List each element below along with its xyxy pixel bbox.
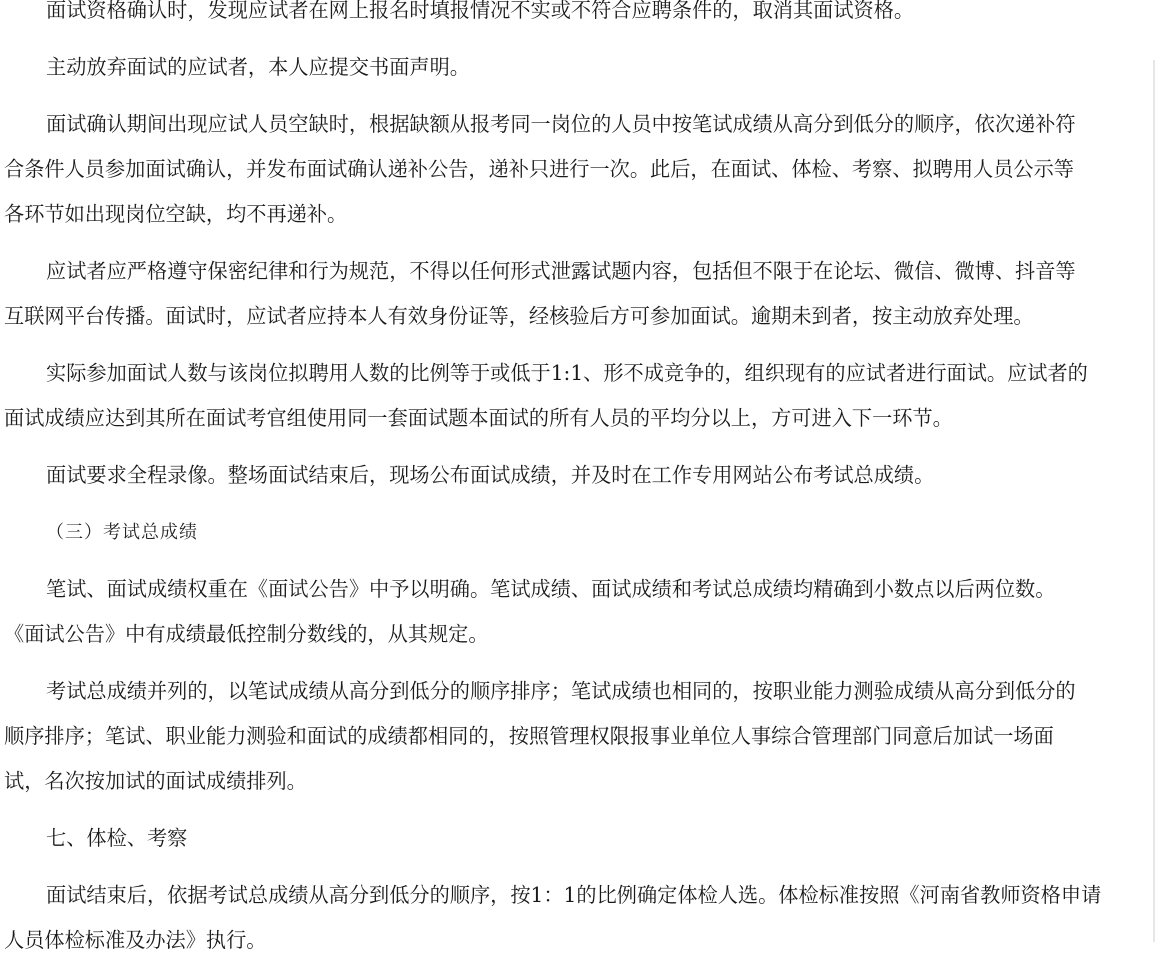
line: 面试结束后，依据考试总成绩从高分到低分的顺序，按1：1的比例确定体检人选。体检标准按照《河南省教师资格申请: [46, 883, 1102, 907]
line: 顺序排序；笔试、职业能力测验和面试的成绩都相同的，按照管理权限报事业单位人事综合管理部门同意后加试一场面: [4, 724, 1054, 748]
paragraph-4: [4, 249, 1142, 339]
line: 笔试、面试成绩权重在《面试公告》中予以明确。笔试成绩、面试成绩和考试总成绩均精确到小数点以后两位数。: [46, 577, 1056, 601]
paragraph-9: [4, 873, 1142, 963]
paragraph-3: [4, 102, 1142, 237]
line: 《面试公告》中有成绩最低控制分数线的，从其规定。: [4, 622, 489, 646]
paragraph-7: [4, 567, 1142, 657]
document-body: [4, 0, 1142, 963]
line: 七、体检、考察: [46, 826, 188, 850]
line: 面试成绩应达到其所在面试考官组使用同一套面试题本面试的所有人员的平均分以上，方可进入下一环节。: [4, 406, 953, 430]
line: 应试者应严格遵守保密纪律和行为规范，不得以任何形式泄露试题内容，包括但不限于在论坛、微信、微博、抖音等: [46, 259, 1076, 283]
line: 合条件人员参加面试确认，并发布面试确认递补公告，递补只进行一次。此后，在面试、体检、考察、拟聘用人员公示等: [4, 157, 1074, 181]
line: 考试总成绩并列的，以笔试成绩从高分到低分的顺序排序；笔试成绩也相同的，按职业能力测验成绩从高分到低分的: [46, 679, 1076, 703]
line: 试，名次按加试的面试成绩排列。: [4, 769, 307, 793]
paragraph-5: [4, 351, 1142, 441]
line: 主动放弃面试的应试者，本人应提交书面声明。: [46, 55, 470, 79]
paragraph-8: [4, 669, 1142, 804]
line: 面试要求全程录像。整场面试结束后，现场公布面试成绩，并及时在工作专用网站公布考试总成绩。: [46, 463, 935, 487]
line: 面试确认期间出现应试人员空缺时，根据缺额从报考同一岗位的人员中按笔试成绩从高分到低分的顺序，依次递补符: [46, 112, 1076, 136]
paragraph-2: [4, 45, 1142, 90]
line: 人员体检标准及办法》执行。: [4, 928, 267, 952]
paragraph-1: [4, 0, 1142, 33]
line: 面试资格确认时，发现应试者在网上报名时填报情况不实或不符合应聘条件的，取消其面试资格。: [46, 0, 915, 22]
line: 各环节如出现岗位空缺，均不再递补。: [4, 202, 348, 226]
section-heading-7: [4, 816, 1142, 861]
paragraph-6: [4, 453, 1142, 498]
section-heading-3: （三）考试总成绩: [46, 522, 198, 543]
line: 互联网平台传播。面试时，应试者应持本人有效身份证等，经核验后方可参加面试。逾期未到者，按主动放弃处理。: [4, 304, 1034, 328]
line: 实际参加面试人数与该岗位拟聘用人数的比例等于或低于1:1、形不成竞争的，组织现有的应试者进行面试。应试者的: [46, 361, 1088, 385]
